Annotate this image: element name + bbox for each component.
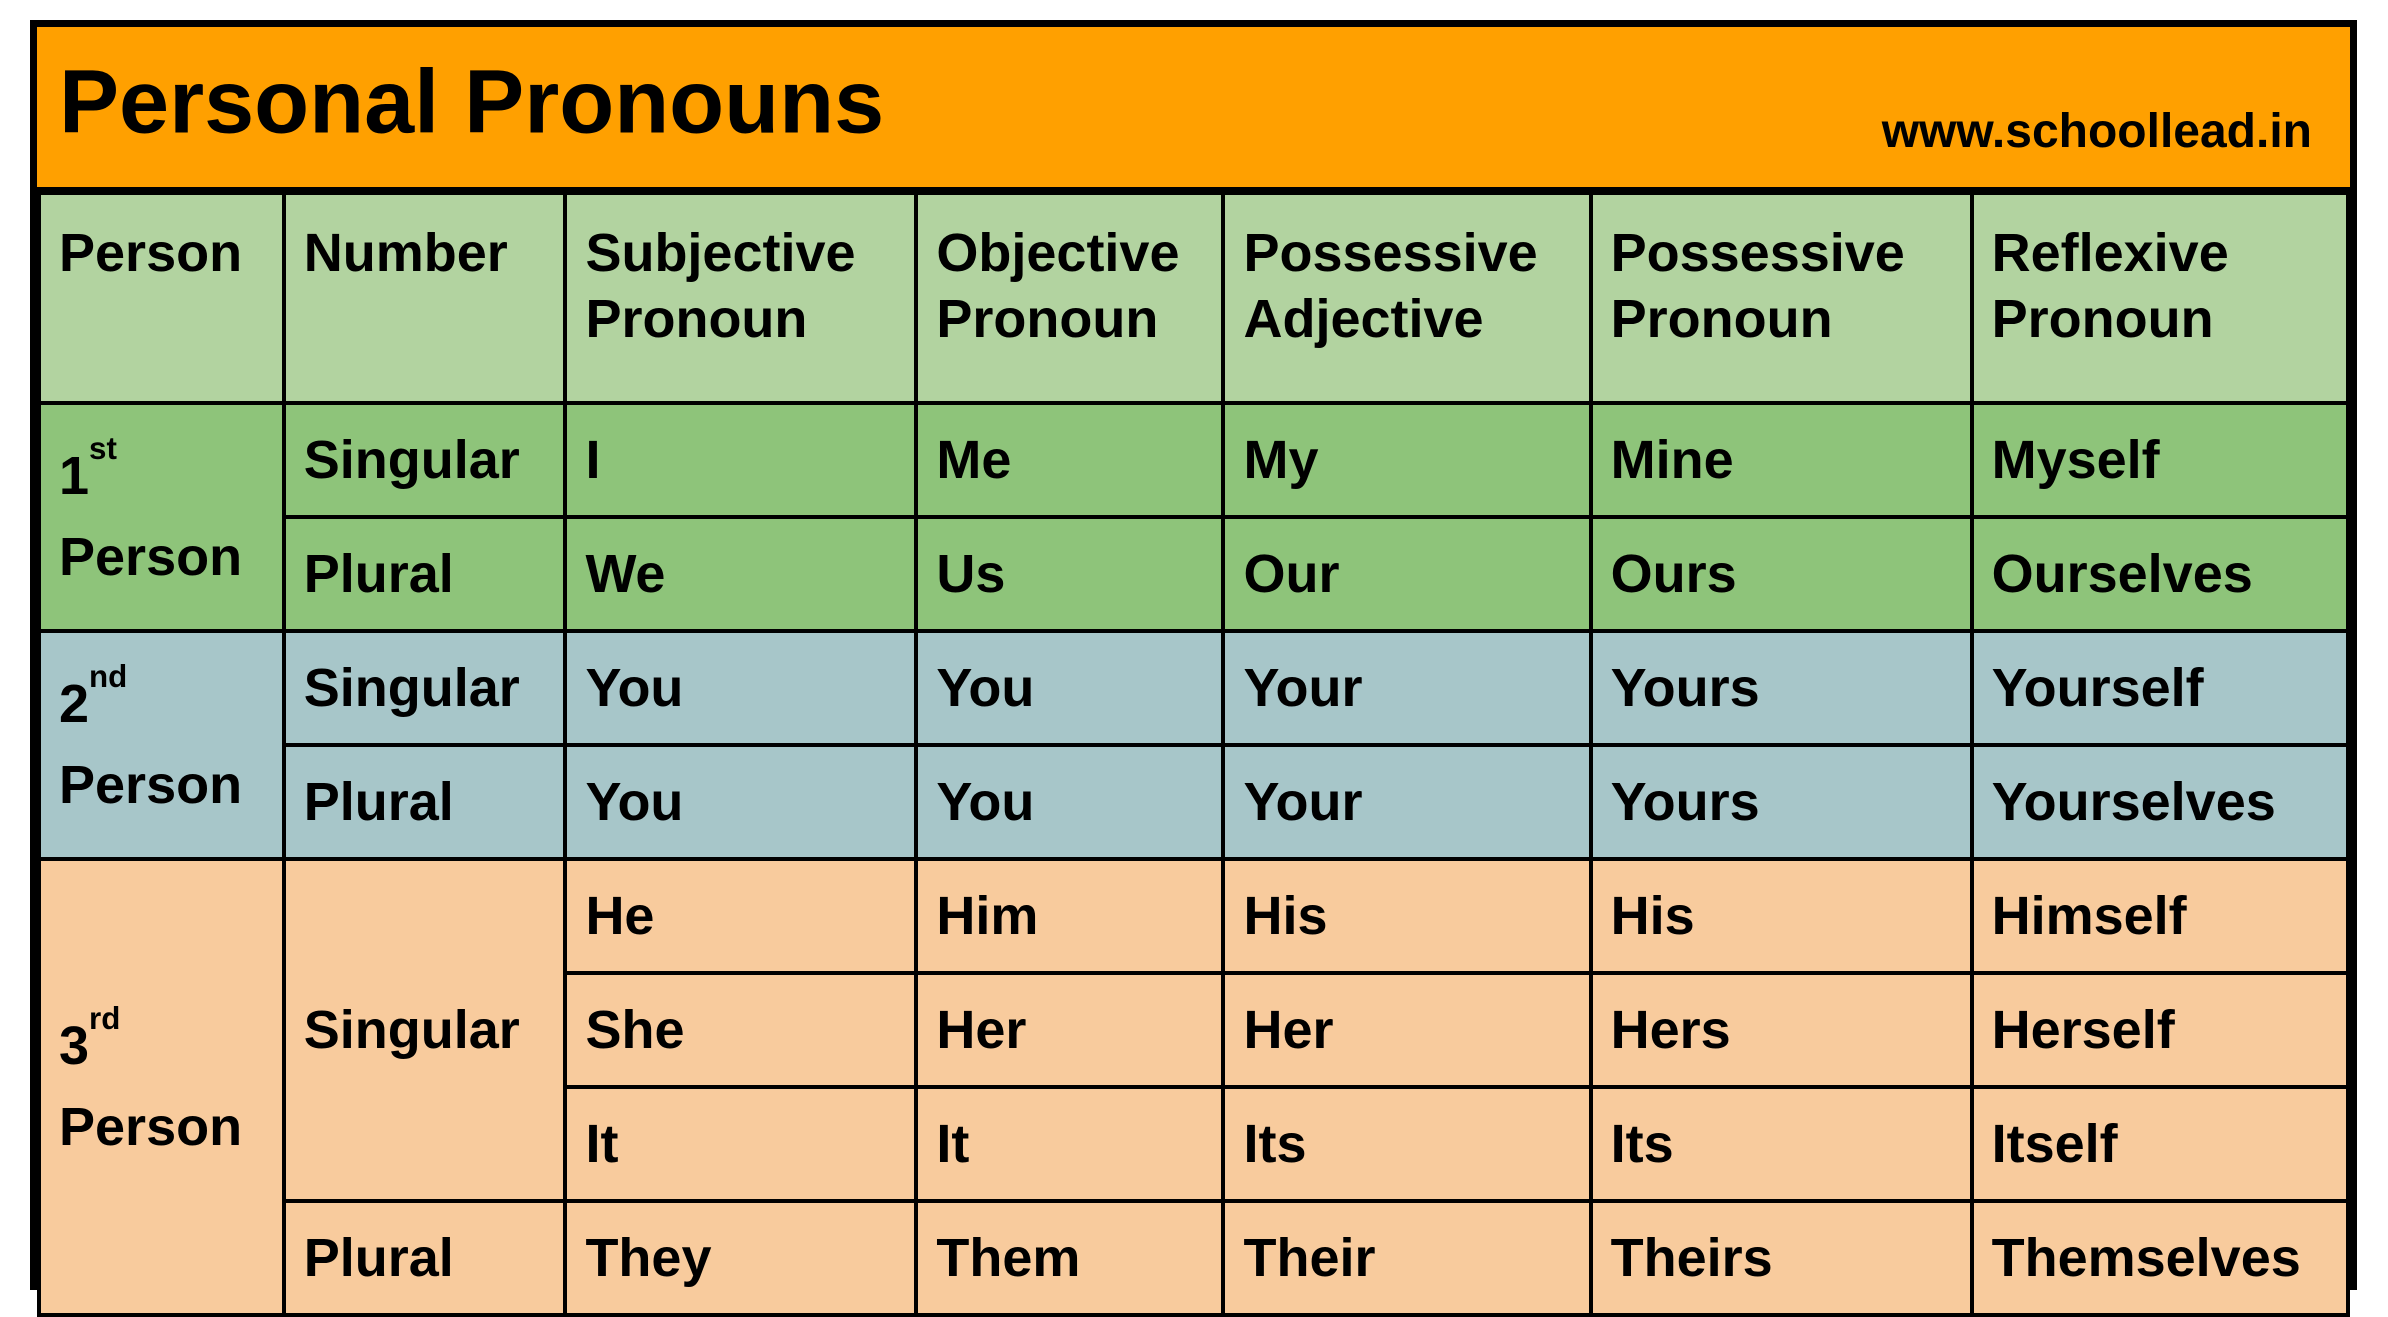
objective-cell: You: [916, 745, 1223, 859]
reflexive-cell: Himself: [1972, 859, 2348, 973]
objective-cell: Us: [916, 517, 1223, 631]
possessive-pronoun-cell: Hers: [1591, 973, 1972, 1087]
reflexive-cell: Yourselves: [1972, 745, 2348, 859]
objective-cell: Them: [916, 1201, 1223, 1315]
reflexive-cell: Themselves: [1972, 1201, 2348, 1315]
header-number: Number: [284, 193, 566, 403]
possessive-pronoun-cell: Yours: [1591, 631, 1972, 745]
person-word: Person: [59, 527, 243, 587]
ordinal-suffix: st: [89, 431, 117, 467]
header-row: [39, 193, 2348, 403]
subjective-cell: I: [565, 403, 916, 517]
possessive-adjective-cell: Your: [1223, 745, 1590, 859]
table-row-1st-singular: [39, 403, 2348, 517]
subjective-cell: You: [565, 745, 916, 859]
possessive-adjective-cell: Our: [1223, 517, 1590, 631]
subjective-cell: She: [565, 973, 916, 1087]
header-possessive-adjective: Possessive Adjective: [1223, 193, 1590, 403]
site-url: www.schoollead.in: [1881, 105, 2312, 158]
reflexive-cell: Myself: [1972, 403, 2348, 517]
reflexive-cell: Ourselves: [1972, 517, 2348, 631]
possessive-pronoun-cell: His: [1591, 859, 1972, 973]
person-word: Person: [59, 755, 243, 815]
number-cell: Singular: [284, 631, 566, 745]
number-cell: Plural: [284, 745, 566, 859]
pronoun-chart: [30, 20, 2357, 1290]
possessive-adjective-cell: Their: [1223, 1201, 1590, 1315]
reflexive-cell: Herself: [1972, 973, 2348, 1087]
ordinal-suffix: nd: [89, 659, 128, 695]
objective-cell: Him: [916, 859, 1223, 973]
person-2nd-cell: [39, 631, 284, 859]
objective-cell: It: [916, 1087, 1223, 1201]
number-cell: Singular: [284, 403, 566, 517]
possessive-adjective-cell: Your: [1223, 631, 1590, 745]
table-row-1st-plural: [39, 517, 2348, 631]
subjective-cell: We: [565, 517, 916, 631]
reflexive-cell: Yourself: [1972, 631, 2348, 745]
possessive-adjective-cell: His: [1223, 859, 1590, 973]
ordinal-suffix: rd: [89, 1001, 121, 1037]
possessive-pronoun-cell: Mine: [1591, 403, 1972, 517]
number-cell: Plural: [284, 1201, 566, 1315]
objective-cell: Me: [916, 403, 1223, 517]
table-row-3rd-plural: [39, 1201, 2348, 1315]
subjective-cell: They: [565, 1201, 916, 1315]
person-3rd-cell: [39, 859, 284, 1315]
table-row-2nd-singular: [39, 631, 2348, 745]
number-cell: Plural: [284, 517, 566, 631]
objective-cell: Her: [916, 973, 1223, 1087]
table-row-3rd-he: [39, 859, 2348, 973]
person-ordinal: 3: [59, 1016, 90, 1076]
pronouns-table: [37, 191, 2350, 1317]
subjective-cell: You: [565, 631, 916, 745]
person-ordinal: 2: [59, 674, 90, 734]
reflexive-cell: Itself: [1972, 1087, 2348, 1201]
subjective-cell: It: [565, 1087, 916, 1201]
banner: [37, 27, 2350, 191]
possessive-pronoun-cell: Ours: [1591, 517, 1972, 631]
table-row-2nd-plural: [39, 745, 2348, 859]
objective-cell: You: [916, 631, 1223, 745]
possessive-pronoun-cell: Theirs: [1591, 1201, 1972, 1315]
header-person: Person: [39, 193, 284, 403]
page-title: Personal Pronouns: [59, 52, 885, 153]
person-1st-cell: [39, 403, 284, 631]
possessive-pronoun-cell: Its: [1591, 1087, 1972, 1201]
possessive-pronoun-cell: Yours: [1591, 745, 1972, 859]
header-possessive-pronoun: Possessive Pronoun: [1591, 193, 1972, 403]
person-word: Person: [59, 1097, 243, 1157]
possessive-adjective-cell: Her: [1223, 973, 1590, 1087]
subjective-cell: He: [565, 859, 916, 973]
header-subjective-pronoun: Subjective Pronoun: [565, 193, 916, 403]
header-objective-pronoun: Objective Pronoun: [916, 193, 1223, 403]
header-reflexive-pronoun: Reflexive Pronoun: [1972, 193, 2348, 403]
possessive-adjective-cell: Its: [1223, 1087, 1590, 1201]
number-cell: Singular: [284, 859, 566, 1201]
person-ordinal: 1: [59, 446, 90, 506]
possessive-adjective-cell: My: [1223, 403, 1590, 517]
